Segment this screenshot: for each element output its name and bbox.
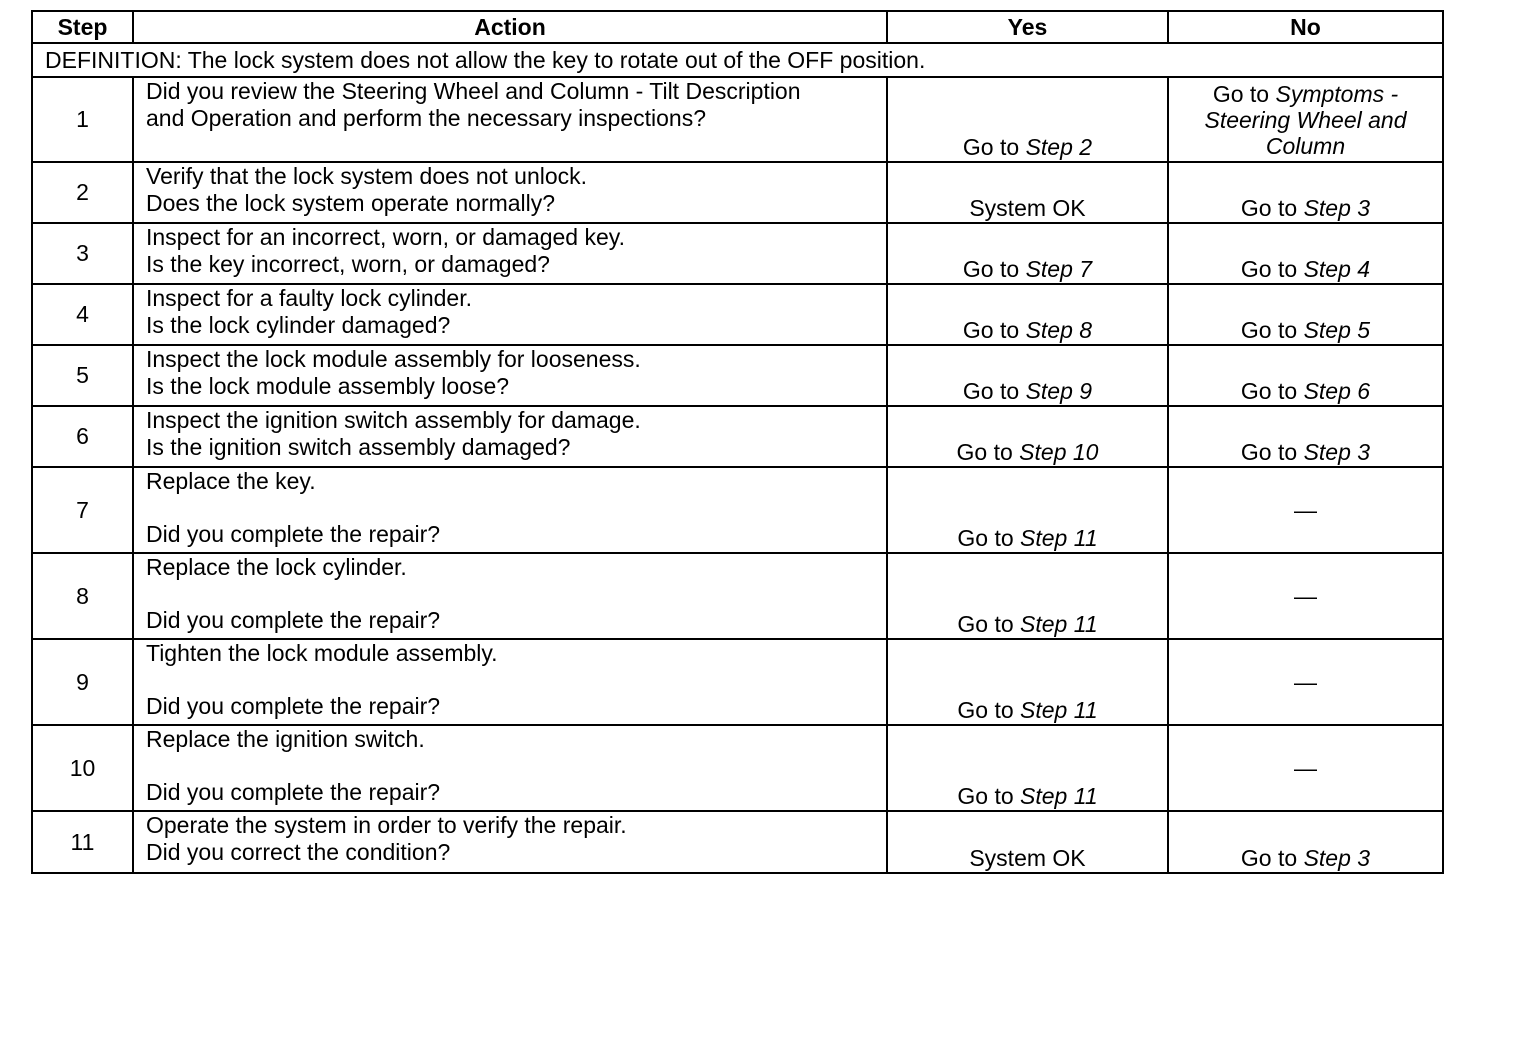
yes-cell	[887, 77, 1168, 162]
yes-step-ref: Step 11	[1020, 783, 1098, 809]
yes-prefix: Go to	[957, 525, 1021, 551]
no-cell-dash: —	[1168, 639, 1443, 725]
yes-cell	[887, 406, 1168, 467]
action-line: Inspect the lock module assembly for looseness.	[146, 346, 641, 372]
no-prefix: Go to	[1240, 256, 1304, 282]
yes-cell	[887, 639, 1168, 725]
no-cell	[1168, 223, 1443, 284]
action-line: Did you complete the repair?	[146, 607, 441, 633]
table-row	[32, 406, 1443, 467]
no-prefix: Go to	[1240, 317, 1304, 343]
action-cell	[133, 284, 887, 345]
header-yes: Yes	[887, 11, 1168, 43]
action-line: Verify that the lock system does not unlock.	[146, 163, 588, 189]
header-row	[32, 11, 1443, 43]
yes-step-ref: Step 10	[1019, 439, 1099, 465]
yes-cell	[887, 345, 1168, 406]
yes-prefix: Go to	[962, 317, 1026, 343]
step-number: 2	[32, 162, 133, 223]
no-prefix: Go to	[1212, 81, 1276, 107]
no-step-ref: Step 4	[1303, 256, 1371, 282]
no-prefix: Go to	[1240, 195, 1304, 221]
step-number: 3	[32, 223, 133, 284]
action-line: Replace the ignition switch.	[146, 726, 425, 752]
action-line: Operate the system in order to verify the repair.	[146, 812, 627, 838]
header-action: Action	[133, 11, 887, 43]
yes-cell: System OK	[887, 162, 1168, 223]
table-row	[32, 223, 1443, 284]
no-prefix: Go to	[1240, 378, 1304, 404]
table-row	[32, 345, 1443, 406]
action-line: Did you correct the condition?	[146, 839, 451, 865]
definition-row	[32, 43, 1443, 77]
yes-step-ref: Step 11	[1020, 611, 1098, 637]
action-line: Inspect the ignition switch assembly for damage.	[146, 407, 641, 433]
action-line: Does the lock system operate normally?	[146, 190, 556, 216]
table-row	[32, 639, 1443, 725]
no-ref-line: Column	[1265, 133, 1346, 159]
step-number: 8	[32, 553, 133, 639]
action-line: and Operation and perform the necessary inspections?	[146, 105, 706, 131]
no-step-ref: Step 3	[1303, 845, 1371, 871]
no-cell	[1168, 77, 1443, 162]
yes-cell: System OK	[887, 811, 1168, 873]
no-step-ref: Step 5	[1303, 317, 1371, 343]
step-number: 5	[32, 345, 133, 406]
no-cell	[1168, 811, 1443, 873]
no-cell	[1168, 345, 1443, 406]
action-line: Did you complete the repair?	[146, 521, 441, 547]
yes-step-ref: Step 9	[1025, 378, 1093, 404]
yes-cell	[887, 223, 1168, 284]
table-row	[32, 162, 1443, 223]
action-cell	[133, 162, 887, 223]
yes-prefix: Go to	[957, 611, 1021, 637]
table-row	[32, 811, 1443, 873]
action-cell	[133, 639, 887, 725]
no-cell-dash: —	[1168, 725, 1443, 811]
no-cell-dash: —	[1168, 553, 1443, 639]
yes-step-ref: Step 7	[1025, 256, 1093, 282]
yes-prefix: Go to	[957, 783, 1021, 809]
action-cell	[133, 223, 887, 284]
action-cell	[133, 345, 887, 406]
no-cell-dash: —	[1168, 467, 1443, 553]
table-row	[32, 284, 1443, 345]
action-line: Is the ignition switch assembly damaged?	[146, 434, 571, 460]
action-line: Tighten the lock module assembly.	[146, 640, 498, 666]
table-row	[32, 725, 1443, 811]
yes-step-ref: Step 11	[1020, 525, 1098, 551]
action-cell	[133, 77, 887, 162]
action-line: Replace the lock cylinder.	[146, 554, 407, 580]
diagnostic-table	[31, 10, 1444, 874]
step-number: 7	[32, 467, 133, 553]
action-line: Did you complete the repair?	[146, 693, 441, 719]
yes-step-ref: Step 2	[1025, 134, 1093, 160]
no-prefix: Go to	[1240, 845, 1304, 871]
no-step-ref: Step 3	[1303, 195, 1371, 221]
action-line: Is the lock module assembly loose?	[146, 373, 510, 399]
step-number: 10	[32, 725, 133, 811]
action-cell	[133, 725, 887, 811]
header-step: Step	[32, 11, 133, 43]
definition-text: DEFINITION: The lock system does not allow the key to rotate out of the OFF position.	[32, 43, 1443, 77]
yes-cell	[887, 553, 1168, 639]
action-line: Inspect for a faulty lock cylinder.	[146, 285, 472, 311]
action-line: Is the lock cylinder damaged?	[146, 312, 451, 338]
no-ref-symptoms: Symptoms -	[1275, 81, 1399, 107]
action-cell	[133, 467, 887, 553]
table-row	[32, 467, 1443, 553]
header-no: No	[1168, 11, 1443, 43]
yes-prefix: Go to	[962, 256, 1026, 282]
yes-cell	[887, 284, 1168, 345]
no-cell	[1168, 162, 1443, 223]
step-number: 4	[32, 284, 133, 345]
yes-cell	[887, 725, 1168, 811]
action-cell	[133, 553, 887, 639]
no-prefix: Go to	[1240, 439, 1304, 465]
table-row	[32, 77, 1443, 162]
yes-prefix: Go to	[962, 378, 1026, 404]
action-line: Did you complete the repair?	[146, 779, 441, 805]
step-number: 6	[32, 406, 133, 467]
no-step-ref: Step 6	[1303, 378, 1371, 404]
yes-step-ref: Step 8	[1025, 317, 1093, 343]
yes-step-ref: Step 11	[1020, 697, 1098, 723]
table-row	[32, 553, 1443, 639]
step-number: 9	[32, 639, 133, 725]
yes-cell	[887, 467, 1168, 553]
action-cell	[133, 406, 887, 467]
action-line: Replace the key.	[146, 468, 316, 494]
no-cell	[1168, 284, 1443, 345]
no-cell	[1168, 406, 1443, 467]
yes-prefix: Go to	[956, 439, 1020, 465]
no-ref-line: Steering Wheel and	[1204, 107, 1407, 133]
yes-prefix: Go to	[962, 134, 1026, 160]
step-number: 11	[32, 811, 133, 873]
action-line: Did you review the Steering Wheel and Column - Tilt Description	[146, 78, 801, 104]
no-step-ref: Step 3	[1303, 439, 1371, 465]
yes-prefix: Go to	[957, 697, 1021, 723]
action-cell	[133, 811, 887, 873]
step-number: 1	[32, 77, 133, 162]
action-line: Is the key incorrect, worn, or damaged?	[146, 251, 550, 277]
action-line: Inspect for an incorrect, worn, or damaged key.	[146, 224, 625, 250]
